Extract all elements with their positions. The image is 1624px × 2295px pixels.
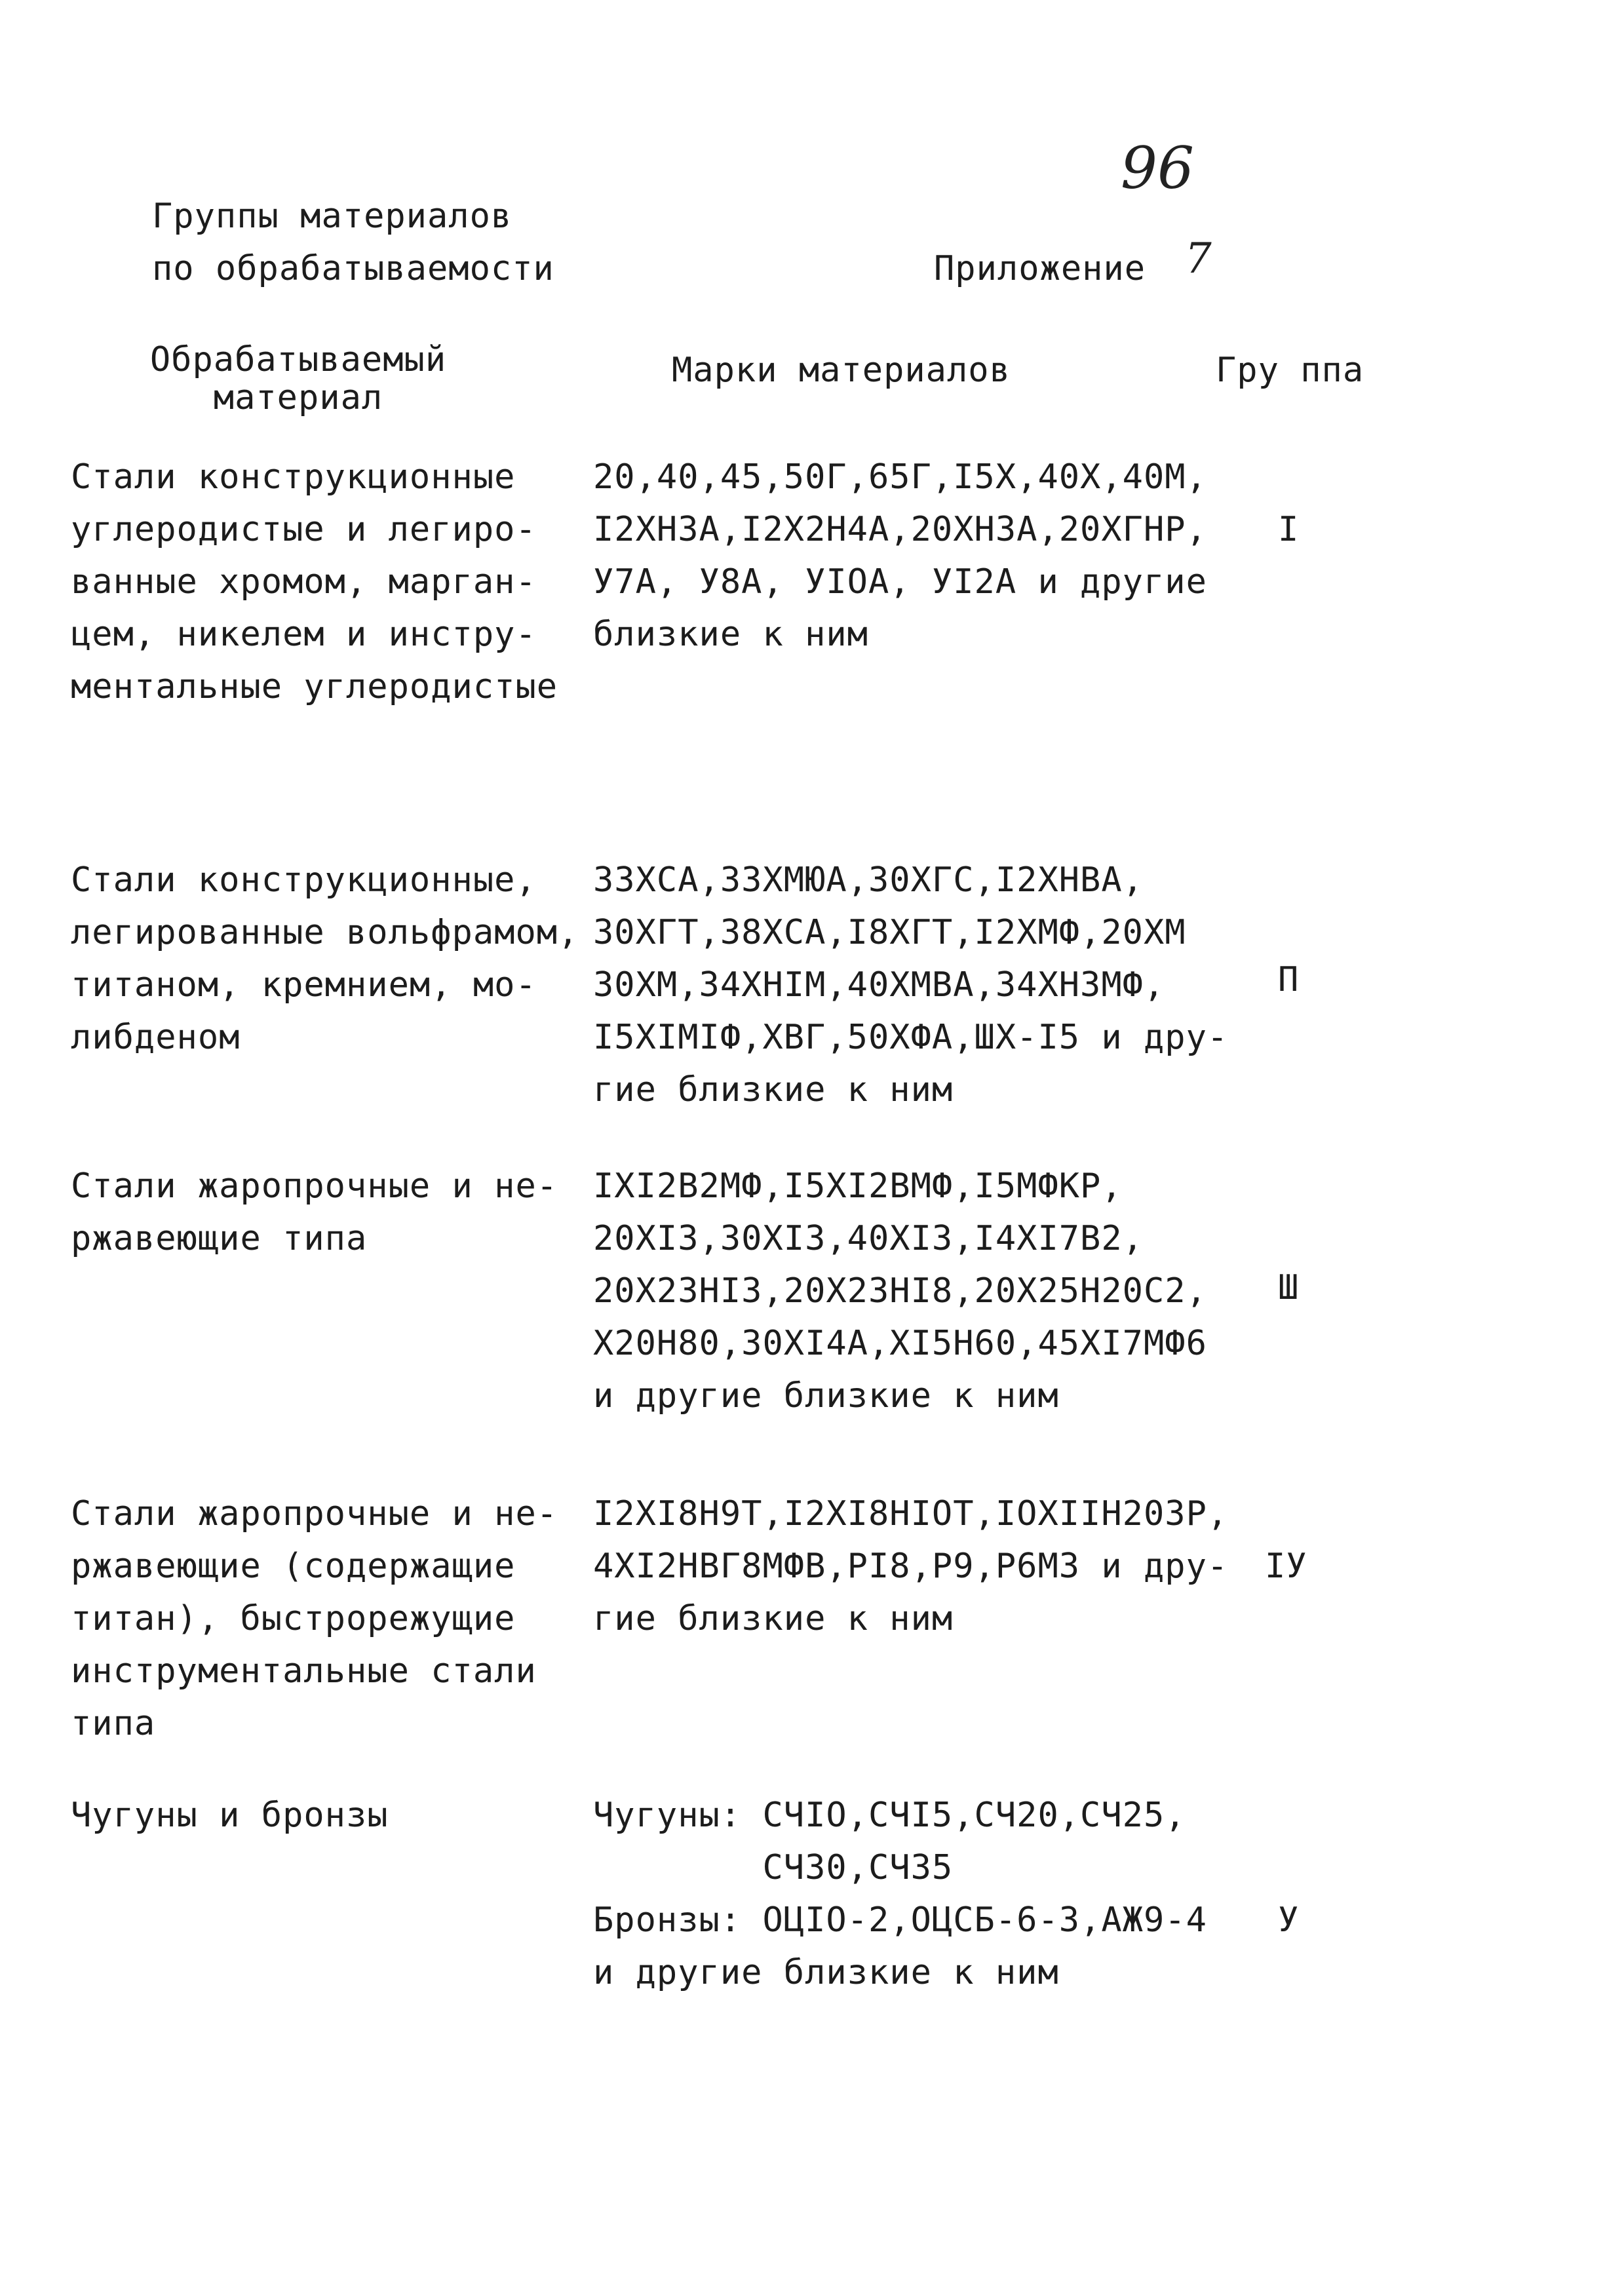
row-3-material-line: Стали жаропрочные и не- [71, 1167, 558, 1206]
row-2-material [71, 854, 579, 1064]
row-2-material-line: титаном, кремнием, мо- [71, 965, 537, 1005]
column-header-material-line-2: материал [213, 378, 383, 417]
row-3-grades [593, 1160, 1207, 1422]
row-2-grades-line: 33XCA,33XMЮA,30XГC,I2XHBA, [593, 860, 1144, 900]
row-3-group: Ш [1278, 1268, 1300, 1307]
column-header-material-line-1: Обрабатываемый [149, 340, 447, 379]
row-3-grades-line: и другие близкие к ним [593, 1376, 1059, 1416]
row-1-grades-line: 20,40,45,50Г,65Г,I5X,40X,40M, [593, 457, 1207, 497]
column-header-material [138, 341, 459, 417]
row-2-group: П [1278, 960, 1300, 999]
row-2-material-line: либденом [71, 1018, 241, 1057]
row-3-grades-line: 20XI3,30XI3,40XI3,I4XI7B2, [593, 1219, 1144, 1258]
row-2-grades [593, 854, 1228, 1116]
appendix-label: Приложение [934, 249, 1146, 288]
row-3-material [71, 1160, 558, 1265]
column-header-grades: Марки материалов [672, 351, 1011, 390]
column-header-group: Гру ппа [1216, 351, 1364, 390]
row-4-material [71, 1488, 558, 1750]
row-5-grades-line: и другие близкие к ним [593, 1953, 1059, 1992]
row-4-material-line: типа [71, 1704, 156, 1743]
row-4-material-line: титан), быстрорежущие [71, 1599, 516, 1638]
row-1-grades-line: близкие к ним [593, 615, 868, 654]
row-1-material-line: Стали конструкционные [71, 457, 516, 497]
row-1-group: I [1278, 510, 1300, 549]
row-4-material-line: ржавеющие (содержащие [71, 1547, 516, 1586]
row-1-material-line: ментальные углеродистые [71, 667, 558, 706]
title-line-1: Группы материалов [152, 197, 512, 236]
row-2-grades-line: I5XIMIФ,XBГ,50XФA,ШХ-I5 и дру- [593, 1018, 1229, 1057]
row-4-grades-line: 4XI2HBГ8MФB,PI8,P9,P6M3 и дру- [593, 1547, 1229, 1586]
row-5-grades-line: СЧ30,СЧ35 [593, 1848, 954, 1887]
row-5-group: У [1278, 1900, 1300, 1940]
row-5-material [71, 1789, 389, 1842]
row-1-grades-line: У7А, У8А, УIOA, УI2А и другие [593, 562, 1207, 602]
document-title [152, 190, 554, 295]
row-5-material-line: Чугуны и бронзы [71, 1796, 389, 1835]
row-1-material-line: цем, никелем и инстру- [71, 615, 537, 654]
row-3-grades-line: IXI2B2MФ,I5XI2BMФ,I5MФKP, [593, 1167, 1123, 1206]
appendix-number: 7 [1185, 235, 1212, 283]
row-1-grades [593, 451, 1207, 661]
page-number: 96 [1121, 134, 1194, 202]
row-3-grades-line: 20X23HI3,20X23HI8,20X25H20C2, [593, 1271, 1207, 1311]
row-1-material-line: ванные хромом, марган- [71, 562, 537, 602]
row-2-grades-line: гие близкие к ним [593, 1070, 954, 1109]
row-5-grades-line: Чугуны: СЧIO,СЧI5,СЧ20,СЧ25, [593, 1796, 1186, 1835]
row-4-group: IУ [1265, 1547, 1307, 1586]
row-1-material [71, 451, 558, 713]
title-line-2: по обрабатываемости [152, 249, 554, 288]
row-1-grades-line: I2XH3A,I2X2H4A,20XH3A,20XГНР, [593, 510, 1207, 549]
row-4-grades-line: гие близкие к ним [593, 1599, 954, 1638]
row-4-grades [593, 1488, 1228, 1645]
row-5-grades-line: Бронзы: ОЦIO-2,ОЦСБ-6-3,АЖ9-4 [593, 1900, 1207, 1940]
row-3-grades-line: X20H80,30XI4A,XI5H60,45XI7MФ6 [593, 1324, 1207, 1363]
row-2-material-line: легированные вольфрамом, [71, 913, 579, 952]
row-3-material-line: ржавеющие типа [71, 1219, 368, 1258]
row-4-material-line: Стали жаропрочные и не- [71, 1494, 558, 1533]
row-2-grades-line: 30XM,34XHIM,40XMBA,34XH3MФ, [593, 965, 1165, 1005]
row-5-grades [593, 1789, 1207, 1999]
row-1-material-line: углеродистые и легиро- [71, 510, 537, 549]
row-2-material-line: Стали конструкционные, [71, 860, 537, 900]
row-2-grades-line: 30XГT,38XCA,I8XГT,I2XMФ,20XM [593, 913, 1186, 952]
row-4-material-line: инструментальные стали [71, 1651, 537, 1691]
row-4-grades-line: I2XI8H9T,I2XI8HIOT,IOXIIH20ЗP, [593, 1494, 1229, 1533]
